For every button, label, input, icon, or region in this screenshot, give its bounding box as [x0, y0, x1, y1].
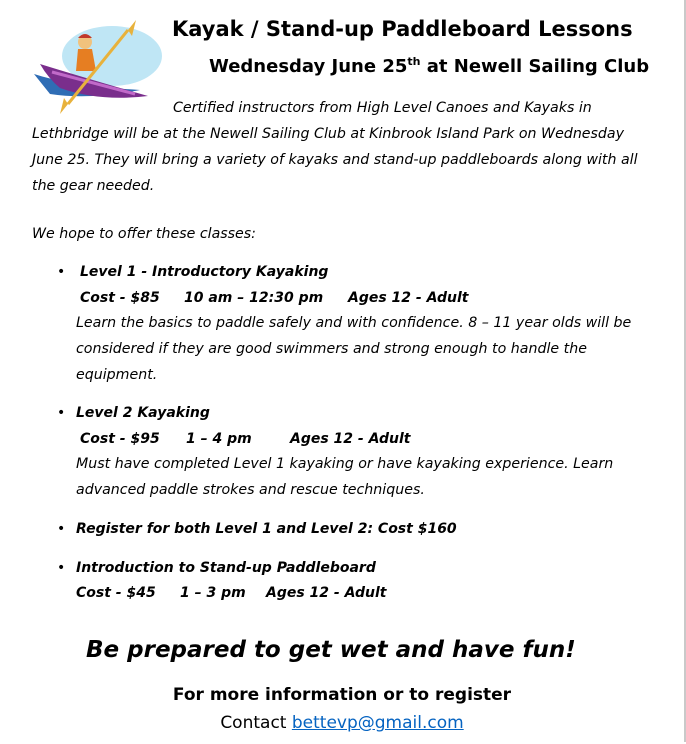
bullet-icon: •: [57, 264, 66, 280]
class-ages: Ages 12 - Adult: [290, 431, 411, 447]
class-meta: [80, 431, 410, 447]
class-time: 1 – 4 pm: [186, 431, 252, 447]
class-time: 10 am – 12:30 pm: [184, 290, 324, 306]
class-cost: Cost - $45: [76, 585, 156, 601]
class-ages: Ages 12 - Adult: [348, 290, 469, 306]
bullet-icon: •: [57, 405, 66, 421]
bullet-icon: •: [57, 521, 66, 537]
class-cost: Cost - $85: [80, 290, 160, 306]
offer-text: We hope to offer these classes:: [32, 226, 256, 242]
class-time: 1 – 3 pm: [180, 585, 246, 601]
slogan: Be prepared to get wet and have fun!: [86, 637, 576, 663]
class-cost: Cost - $95: [80, 431, 160, 447]
email-link[interactable]: bettevp@gmail.com: [291, 713, 464, 733]
page-title: Kayak / Stand-up Paddleboard Lessons: [172, 17, 633, 41]
contact-line: [0, 713, 684, 733]
intro-paragraph: Certified instructors from High Level Canoes and Kayaks in Lethbridge will be at the Newell Sailing Club at Kinbrook Island Park on Wednesday June 25. They will bring a variety of kayaks and stand-up paddleboards along with all the gear needed.: [32, 100, 638, 194]
class-ages: Ages 12 - Adult: [266, 585, 387, 601]
class-meta: [80, 290, 468, 306]
class-title: Level 2 Kayaking: [76, 405, 210, 421]
contact-label: Contact: [220, 713, 287, 733]
class-description: Learn the basics to paddle safely and with confidence. 8 – 11 year olds will be considered if they are good swimmers and strong enough to handle the equipment.: [76, 315, 632, 383]
event-date-subtitle: Wednesday June 25th at Newell Sailing Club: [209, 55, 650, 77]
info-heading: For more information or to register: [172, 685, 512, 705]
class-title: Level 1 - Introductory Kayaking: [80, 264, 329, 280]
class-title: Introduction to Stand-up Paddleboard: [76, 560, 376, 576]
class-description: Must have completed Level 1 kayaking or have kayaking experience. Learn advanced paddle strokes and rescue techniques.: [76, 456, 614, 498]
bullet-icon: •: [57, 560, 66, 576]
register-both-text: Register for both Level 1 and Level 2: Cost $160: [76, 521, 457, 537]
class-meta: [76, 585, 386, 601]
